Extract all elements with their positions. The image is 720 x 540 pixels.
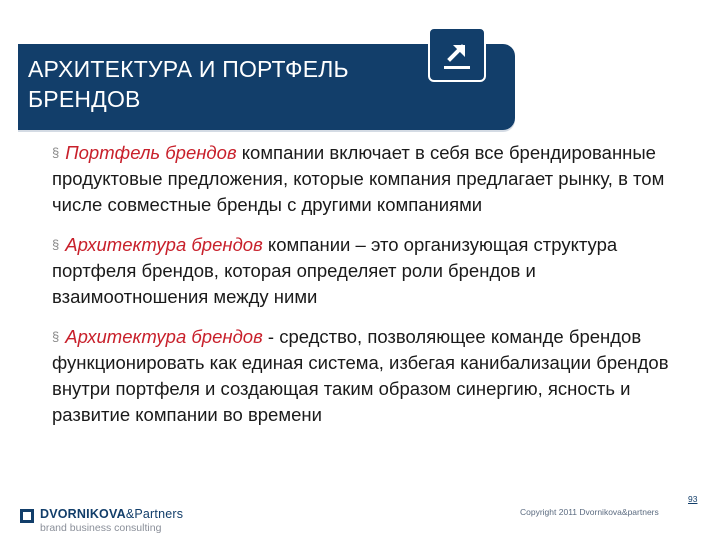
bullet-marker: § bbox=[52, 237, 60, 252]
term-highlight: Архитектура брендов bbox=[65, 326, 263, 347]
slide-title bbox=[28, 54, 448, 114]
paragraph-text: компании – это организующая структура портфеля брендов, которая определяет роли брендов и взаимоотношения между ними bbox=[52, 234, 618, 307]
logo-brand-bold: DVORNIKOVA bbox=[40, 507, 126, 521]
slide-title-line-1: АРХИТЕКТУРА И ПОРТФЕЛЬ bbox=[28, 56, 349, 82]
term-highlight: Портфель брендов bbox=[65, 142, 237, 163]
company-logo bbox=[20, 505, 220, 535]
logo-brand-name bbox=[40, 507, 183, 521]
paragraph-portfolio bbox=[52, 140, 672, 218]
logo-tagline: brand business consulting bbox=[40, 522, 162, 534]
term-highlight: Архитектура брендов bbox=[65, 234, 263, 255]
copyright-text: Copyright 2011 Dvornikova&partners bbox=[520, 507, 659, 517]
page-number[interactable]: 93 bbox=[688, 494, 698, 504]
logo-brand-light: &Partners bbox=[125, 507, 184, 521]
slide-title-line-2: БРЕНДОВ bbox=[28, 86, 141, 112]
paragraph-text: - средство, позволяющее команде брендов функционировать как единая система, избегая канибализации брендов внутри портфеля и создающая таким образом синергию, ясность и развитие компании во времени bbox=[52, 326, 669, 425]
paragraph-text: компании включает в себя все брендированные продуктовые предложения, которые компания предлагает рынку, в том числе совместные бренды с другими компаниями bbox=[52, 142, 665, 215]
paragraph-architecture-tool bbox=[52, 324, 672, 428]
arrow-up-right-icon bbox=[428, 27, 486, 82]
bullet-marker: § bbox=[52, 329, 60, 344]
logo-square-icon bbox=[20, 509, 34, 523]
slide-body bbox=[52, 140, 672, 442]
paragraph-architecture-definition bbox=[52, 232, 672, 310]
bullet-marker: § bbox=[52, 145, 60, 160]
